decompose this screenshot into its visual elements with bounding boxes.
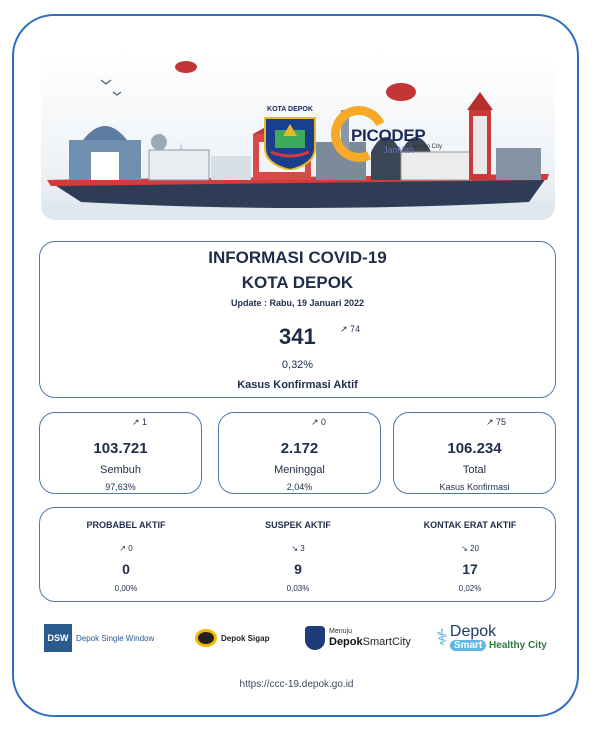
secondary-stats-card bbox=[39, 507, 556, 602]
picodep-sub: JanNah bbox=[383, 145, 415, 155]
dsw-icon: DSW bbox=[44, 624, 72, 652]
depok-smartcity-logo[interactable] bbox=[305, 620, 411, 656]
smartcity-small-label: Menuju bbox=[329, 628, 352, 635]
depok-smart-healthy-city-logo[interactable] bbox=[436, 620, 547, 656]
sigap-label: Depok Sigap bbox=[221, 633, 270, 643]
stat-card-deaths bbox=[218, 412, 381, 494]
column-heading: SUSPEK AKTIF bbox=[265, 520, 331, 530]
stat-label: Total bbox=[462, 464, 487, 476]
smartcity-bold-label: Depok bbox=[329, 636, 363, 648]
sigap-icon bbox=[195, 629, 217, 647]
stat-label: Meninggal bbox=[274, 464, 325, 476]
kota-depok-logo-caption: KOTA DEPOK bbox=[267, 106, 313, 113]
depok-single-window-logo[interactable] bbox=[44, 620, 154, 656]
suspect-column bbox=[212, 508, 384, 603]
page-title: INFORMASI COVID-19 bbox=[208, 248, 387, 267]
column-percent: 0,02% bbox=[458, 584, 482, 593]
column-value: 0 bbox=[122, 561, 130, 577]
column-value: 9 bbox=[294, 561, 302, 577]
stat-value: 106.234 bbox=[447, 440, 502, 457]
column-heading: KONTAK ERAT AKTIF bbox=[423, 520, 517, 530]
healthy-top-label: Depok bbox=[449, 623, 497, 640]
column-percent: 0,03% bbox=[286, 584, 310, 593]
stat-trend: ↗ 1 bbox=[132, 417, 148, 427]
column-percent: 0,00% bbox=[114, 584, 138, 593]
close-contact-column bbox=[384, 508, 556, 603]
depok-sigap-logo[interactable] bbox=[195, 620, 269, 656]
column-value: 17 bbox=[462, 561, 478, 577]
column-heading: PROBABEL AKTIF bbox=[86, 520, 166, 530]
stat-trend: ↗ 0 bbox=[311, 417, 327, 427]
website-link[interactable]: https://ccc-19.depok.go.id bbox=[239, 679, 354, 690]
probable-column bbox=[40, 508, 212, 603]
update-date: Update : Rabu, 19 Januari 2022 bbox=[230, 298, 365, 308]
active-cases-percent: 0,32% bbox=[281, 359, 314, 371]
kota-depok-logo bbox=[261, 104, 319, 170]
stat-card-total bbox=[393, 412, 556, 494]
stat-trend: ↗ 75 bbox=[486, 417, 507, 427]
stat-label: Sembuh bbox=[100, 464, 141, 476]
picodep-logo bbox=[331, 106, 426, 170]
stat-percent: 97,63% bbox=[105, 482, 136, 492]
column-trend: ↘ 3 bbox=[291, 544, 305, 553]
active-cases-value: 341 bbox=[279, 324, 316, 349]
stat-percent: Kasus Konfirmasi bbox=[439, 482, 510, 492]
kota-depok-shield-icon bbox=[261, 116, 319, 170]
main-info-card bbox=[39, 241, 556, 398]
stat-percent: 2,04% bbox=[286, 482, 313, 492]
stat-card-recovered bbox=[39, 412, 202, 494]
column-trend: ↘ 20 bbox=[461, 544, 479, 553]
column-trend: ↗ 0 bbox=[119, 544, 133, 553]
healthy-city-label: City bbox=[527, 640, 547, 651]
page-subtitle: KOTA DEPOK bbox=[241, 273, 354, 292]
banner-illustration bbox=[41, 52, 555, 220]
healthy-rest-label: Healthy bbox=[489, 640, 526, 651]
active-cases-trend: ↗ 74 bbox=[340, 324, 361, 334]
healthy-smart-label: Smart bbox=[450, 640, 486, 651]
margo-city-sign: Margo City bbox=[413, 144, 443, 150]
smartcity-rest-label: SmartCity bbox=[362, 636, 411, 648]
stat-value: 2.172 bbox=[280, 440, 319, 457]
picodep-name: PICODEP bbox=[351, 126, 426, 145]
stat-value: 103.721 bbox=[93, 440, 148, 457]
smartcity-shield-icon bbox=[305, 626, 325, 650]
stethoscope-icon: ⚕ bbox=[436, 625, 448, 650]
active-cases-label: Kasus Konfirmasi Aktif bbox=[237, 379, 358, 391]
dsw-label: Depok Single Window bbox=[76, 633, 155, 643]
